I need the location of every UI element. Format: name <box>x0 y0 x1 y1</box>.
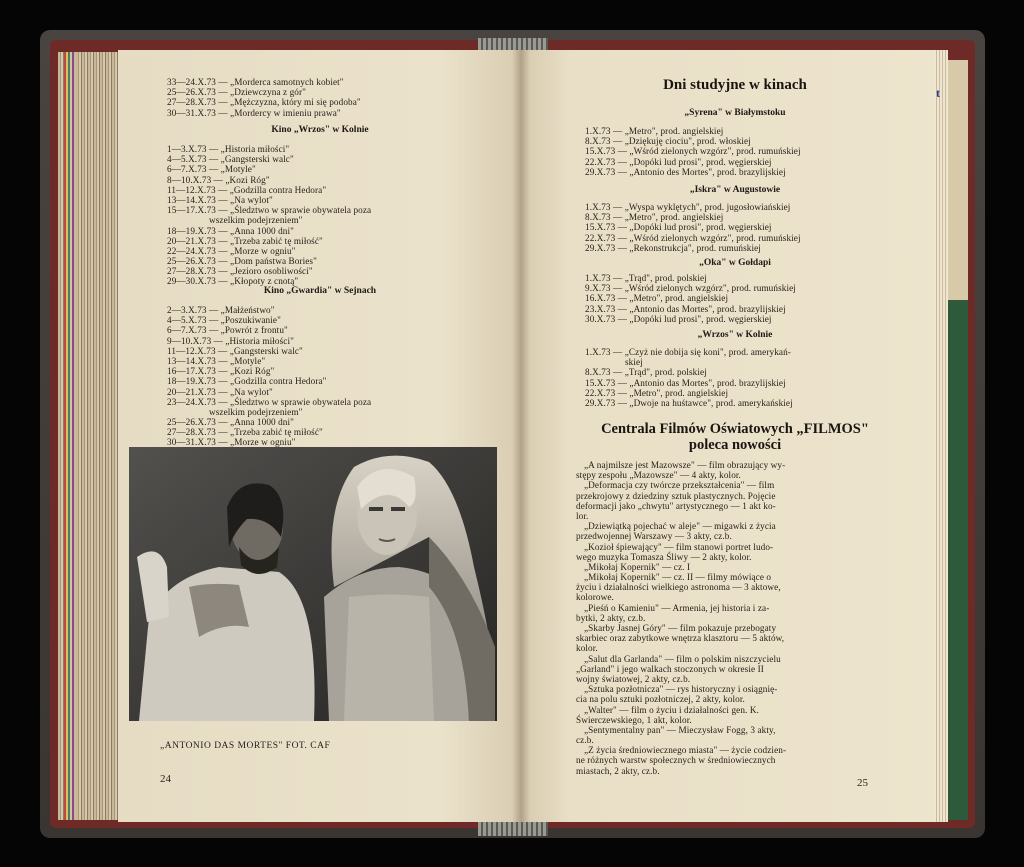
list-item: przekrojowy z dziedziny sztuk plastycznych. Pojęcie <box>576 490 776 501</box>
list-item: 30—31.X.73 — „Morze w ogniu" <box>167 437 296 448</box>
list-item: 11—12.X.73 — „Gangsterski walc" <box>167 345 303 356</box>
list-item: 27—28.X.73 — „Trzeba zabić tę miłość" <box>167 427 323 438</box>
list-item: 18—19.X.73 — „Anna 1000 dni" <box>167 225 294 236</box>
list-item: „Dziewiątką pojechać w aleje" — migawki z życia <box>584 521 776 532</box>
list-item: „Mikołaj Kopernik" — cz. I <box>584 561 691 572</box>
list-item: „Skarby Jasnej Góry" — film pokazuje przebogaty <box>584 623 777 633</box>
list-item: 23.X.73 — „Antonio das Mortes", prod. brazylijskiej <box>585 303 786 314</box>
list-item: wszelkim podejrzeniem" <box>209 215 303 226</box>
list-item: 4—5.X.73 — „Gangsterski walc" <box>167 154 294 165</box>
tab-right-green <box>946 300 968 820</box>
page-number-left: 24 <box>160 773 171 785</box>
list-item: 25—26.X.73 — „Anna 1000 dni" <box>167 417 294 428</box>
list-item: 29—30.X.73 — „Kłopoty z cnotą" <box>167 276 299 287</box>
list-item: 22.X.73 — „Metro", prod. angielskiej <box>585 387 729 398</box>
list-item: 1.X.73 — „Metro", prod. angielskiej <box>585 126 724 136</box>
list-item: 30.X.73 — „Dopóki lud prosi", prod. węgierskiej <box>585 313 772 324</box>
list-item: 16.X.73 — „Metro", prod. angielskiej <box>585 293 729 304</box>
list-item: 15.X.73 — „Wśród zielonych wzgórz", prod. rumuńskiej <box>585 146 801 157</box>
list-item: 6—7.X.73 — „Powrót z frontu" <box>167 325 288 336</box>
list-item: cz.b. <box>576 735 594 746</box>
section-list <box>585 273 796 324</box>
list-item: „Mikołaj Kopernik" — cz. II — filmy mówiące o <box>584 572 772 583</box>
list-item: 8—10.X.73 — „Kozi Róg" <box>167 174 270 185</box>
section-list <box>585 126 801 177</box>
list-item: 15—17.X.73 — „Śledztwo w sprawie obywatela poza <box>167 205 372 216</box>
section-list <box>585 202 801 253</box>
list-item: 1—3.X.73 — „Historia miłości" <box>167 144 290 154</box>
list-item: 11—12.X.73 — „Godzilla contra Hedora" <box>167 184 327 195</box>
list-item: 9.X.73 — „Wśród zielonych wzgórz", prod. rumuńskiej <box>585 283 796 294</box>
list-item: 15.X.73 — „Antonio das Mortes", prod. brazylijskiej <box>585 377 786 388</box>
list-item: 33—24.X.73 — „Morderca samotnych kobiet" <box>167 77 344 87</box>
list-item: 27—28.X.73 — „Jezioro osobliwości" <box>167 266 313 277</box>
section-heading: „Wrzos" w Kolnie <box>697 330 773 340</box>
list-item: 8.X.73 — „Trąd", prod. polskiej <box>585 367 707 378</box>
list-item: miastach, 2 akty, cz.b. <box>576 765 660 776</box>
list-item: 29.X.73 — „Rekonstrukcja", prod. rumuńskiej <box>585 242 761 253</box>
list-item: skarbiec oraz zabytkowe wnętrza klasztoru — 5 aktów, <box>576 633 785 644</box>
filmos-subtitle: poleca nowości <box>688 437 782 453</box>
binding-stitch-bottom <box>478 822 548 836</box>
list-item: wego muzyka Tomasza Śliwy — 2 akty, kolor. <box>576 551 752 562</box>
list-item: kolorowe. <box>576 592 614 603</box>
tab-right-tan <box>946 60 968 300</box>
list-item: „A najmilsze jest Mazowsze" — film obrazujący wy- <box>584 460 786 470</box>
list-item: 4—5.X.73 — „Poszukiwanie" <box>167 315 281 326</box>
list-item: 13—14.X.73 — „Motyle" <box>167 355 266 366</box>
list-item: 22.X.73 — „Wśród zielonych wzgórz", prod. rumuńskiej <box>585 232 801 243</box>
list-item: 29.X.73 — „Dwoje na huśtawce", prod. amerykańskiej <box>585 397 793 408</box>
heading-kino-gwardia: Kino „Gwardia" w Sejnach <box>263 286 377 296</box>
list-item: 18—19.X.73 — „Godzilla contra Hedora" <box>167 376 327 387</box>
left-list-top <box>167 77 361 118</box>
section-list <box>585 347 793 408</box>
list-item: 8.X.73 — „Metro", prod. angielskiej <box>585 212 724 223</box>
photo-illustration <box>129 447 497 721</box>
list-item: „Sentymentalny pan" — Mieczysław Fogg, 3 akty, <box>584 724 776 735</box>
left-list-gwardia <box>167 305 371 448</box>
list-item: 20—21.X.73 — „Trzeba zabić tę miłość" <box>167 235 323 246</box>
filmos-list <box>576 460 786 776</box>
section-heading: „Oka" w Gołdapi <box>699 258 771 268</box>
list-item: ne różnych warstw społecznych w średniowiecznych <box>576 755 776 766</box>
list-item: „Kozioł śpiewający" — film stanowi portret ludo- <box>584 541 774 552</box>
list-item: 15.X.73 — „Dopóki lud prosi", prod. węgierskiej <box>585 222 772 233</box>
list-item: 25—26.X.73 — „Dom państwa Bories" <box>167 256 317 267</box>
list-item: 22—24.X.73 — „Morze w ogniu" <box>167 245 296 256</box>
list-item: 6—7.X.73 — „Motyle" <box>167 164 256 175</box>
list-item: „Walter" — film o życiu i działalności gen. K. <box>584 704 759 715</box>
list-item: 22.X.73 — „Dopóki lud prosi", prod. węgierskiej <box>585 156 772 167</box>
list-item: 27—28.X.73 — „Mężczyzna, który mi się podoba" <box>167 97 361 108</box>
film-still-photo <box>129 447 497 721</box>
list-item: „Salut dla Garlanda" — film o polskim niszczycielu <box>584 653 781 664</box>
list-item: stępy zespołu „Mazowsze" — 4 akty, kolor. <box>576 470 741 481</box>
blue-tab-mark: t <box>936 86 940 100</box>
list-item: „Deformacja czy twórcze przekształcenia" — film <box>584 480 775 491</box>
list-item: 8.X.73 — „Dziękuję ciociu", prod. włoskiej <box>585 136 751 147</box>
list-item: 13—14.X.73 — „Na wylot" <box>167 194 273 205</box>
list-item: bytki, 2 akty, cz.b. <box>576 612 646 623</box>
gutter-shadow <box>512 50 530 822</box>
list-item: „Pieśń o Kamieniu" — Armenia, jej historia i za- <box>584 602 770 613</box>
list-item: wojny światowej, 2 akty, cz.b. <box>576 673 691 684</box>
list-item: życiu i działalności wielkiego astronoma — 3 aktowe, <box>576 582 781 593</box>
list-item: „Garland" i jego walkach stoczonych w okresie II <box>576 663 764 674</box>
list-item: cia na polu sztuki pozłotniczej, 2 akty, kolor. <box>576 694 745 705</box>
list-item: 23—24.X.73 — „Śledztwo w sprawie obywatela poza <box>167 396 372 407</box>
list-item: „Z życia średniowiecznego miasta" — życie codzien- <box>584 745 787 756</box>
filmos-title: Centrala Filmów Oświatowych „FILMOS" <box>601 421 869 437</box>
page-number-right: 25 <box>857 777 868 789</box>
section-heading: „Iskra" w Augustowie <box>689 185 781 195</box>
list-item: 1.X.73 — „Czyż nie dobija się koni", prod. amerykań- <box>585 347 791 357</box>
list-item: 2—3.X.73 — „Małżeństwo" <box>167 305 275 315</box>
list-item: lor. <box>576 510 589 521</box>
list-item: deformacji jako „chwytu" artystycznego — 1 akt ko- <box>576 500 776 511</box>
list-item: 20—21.X.73 — „Na wylot" <box>167 386 273 397</box>
list-item: „Sztuka pozłotnicza" — rys historyczny i osiągnię- <box>584 684 778 695</box>
list-item: 30—31.X.73 — „Mordercy w imieniu prawa" <box>167 107 341 118</box>
list-item: kolor. <box>576 643 598 654</box>
colored-tabs-left <box>64 52 78 820</box>
list-item: 9—10.X.73 — „Historia miłości" <box>167 335 294 346</box>
list-item: 1.X.73 — „Trąd", prod. polskiej <box>585 273 707 283</box>
list-item: 25—26.X.73 — „Dziewczyna z gór" <box>167 87 307 98</box>
section-heading: „Syrena" w Białymstoku <box>684 108 786 118</box>
list-item: skiej <box>625 357 643 368</box>
list-item: 29.X.73 — „Antonio des Mortes", prod. brazylijskiej <box>585 166 786 177</box>
list-item: 16—17.X.73 — „Kozi Róg" <box>167 366 275 377</box>
page-title: Dni studyjne w kinach <box>663 77 807 93</box>
left-list-wrzos <box>167 144 371 287</box>
list-item: Świerczewskiego, 1 akt, kolor. <box>576 714 692 725</box>
list-item: wszelkim podejrzeniem" <box>209 406 303 417</box>
photo-caption: „ANTONIO DAS MORTES" FOT. CAF <box>160 741 331 751</box>
heading-kino-wrzos: Kino „Wrzos" w Kolnie <box>271 125 369 135</box>
list-item: przedwojennej Warszawy — 3 akty, cz.b. <box>576 531 732 542</box>
page-edges-right <box>934 50 948 822</box>
list-item: 1.X.73 — „Wyspa wyklętych", prod. jugosłowiańskiej <box>585 202 791 212</box>
